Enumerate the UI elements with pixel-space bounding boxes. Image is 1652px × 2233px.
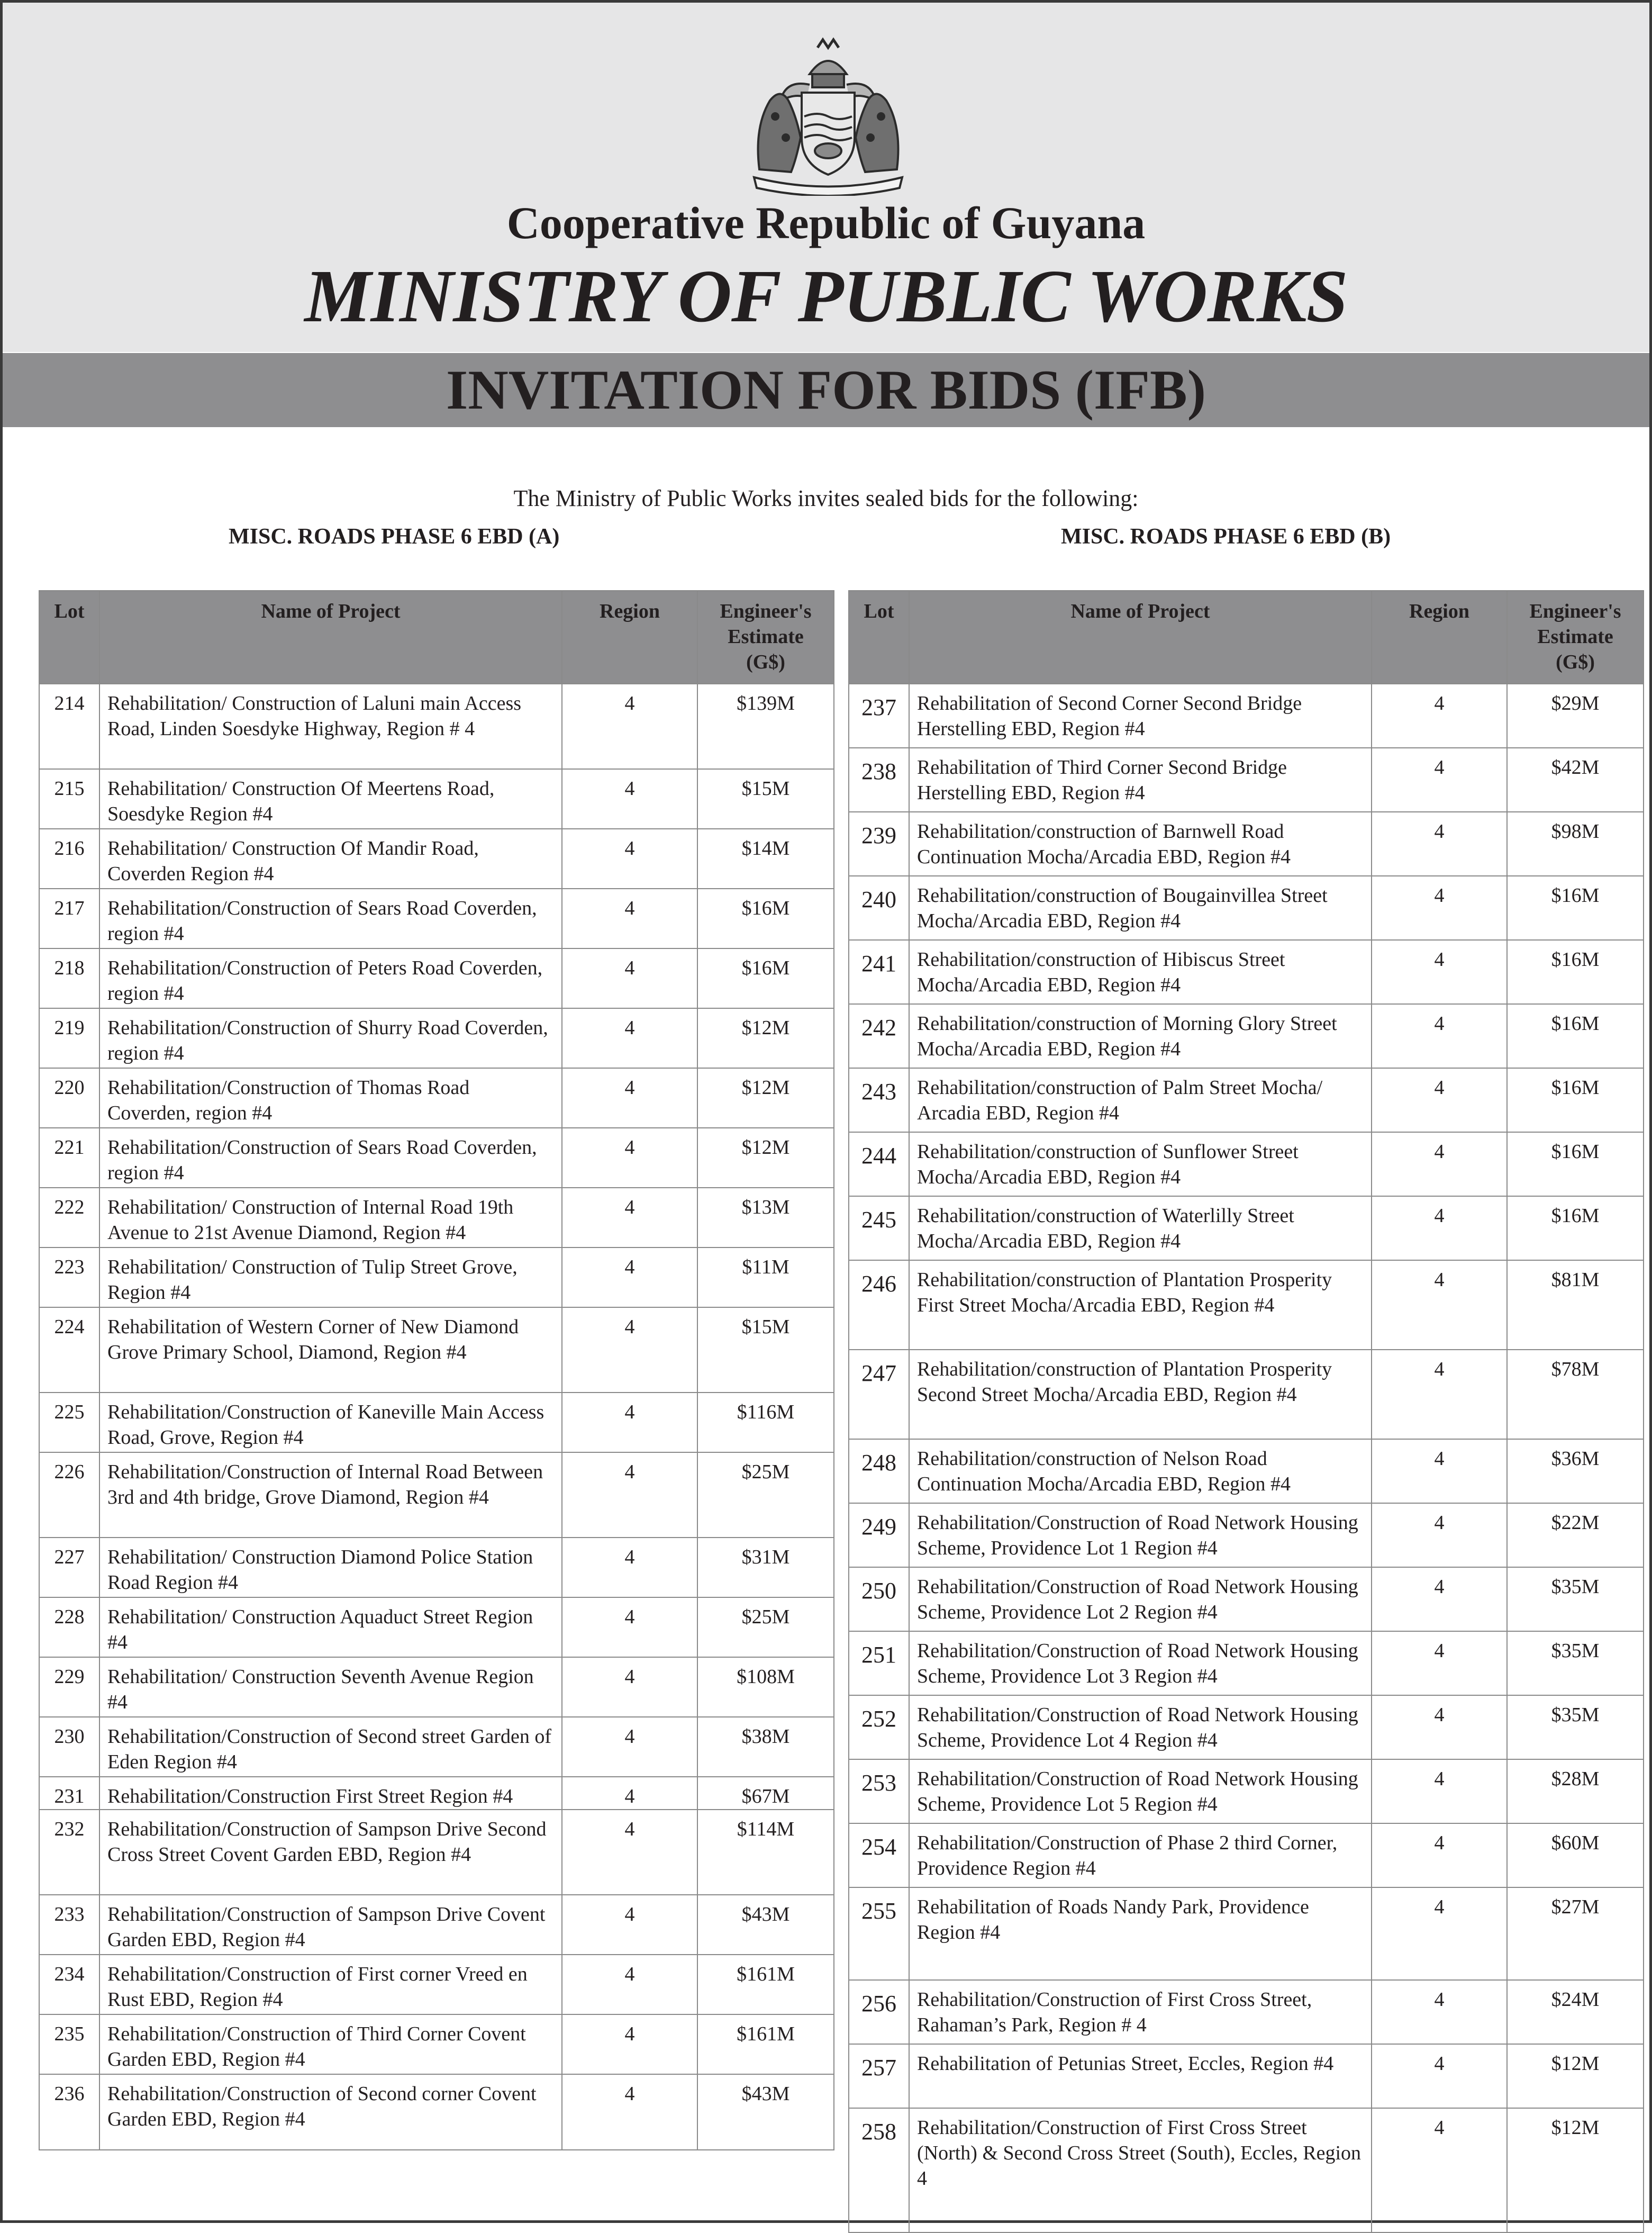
- table-row: [849, 1695, 1644, 1759]
- estimate-cell: $16M: [1507, 940, 1644, 1004]
- estimate-cell: $22M: [1507, 1503, 1644, 1567]
- project-name-cell: Rehabilitation/Construction of Road Network Housing Scheme, Providence Lot 2 Region #4: [909, 1567, 1372, 1631]
- table-row: [849, 812, 1644, 876]
- table-row: [39, 829, 834, 889]
- estimate-cell: $42M: [1507, 748, 1644, 812]
- table-row: [39, 889, 834, 948]
- estimate-cell: $25M: [697, 1597, 834, 1657]
- region-cell: 4: [1372, 684, 1507, 748]
- table-row: [849, 1004, 1644, 1068]
- estimate-cell: $16M: [1507, 1004, 1644, 1068]
- table-row: [39, 1247, 834, 1307]
- region-cell: 4: [562, 948, 697, 1008]
- table-row: [849, 748, 1644, 812]
- table-row: [39, 1955, 834, 2014]
- region-cell: 4: [1372, 1631, 1507, 1695]
- lot-cell: 253: [849, 1759, 909, 1823]
- lot-cell: 233: [39, 1895, 99, 1955]
- table-row: [39, 1307, 834, 1393]
- lot-cell: 238: [849, 748, 909, 812]
- estimate-cell: $27M: [1507, 1887, 1644, 1980]
- project-name-cell: Rehabilitation/Construction of First corner Vreed en Rust EBD, Region #4: [99, 1955, 562, 2014]
- estimate-cell: $13M: [697, 1188, 834, 1247]
- region-cell: 4: [562, 1307, 697, 1393]
- table-row: [849, 1631, 1644, 1695]
- estimate-cell: $25M: [697, 1452, 834, 1538]
- col-region: Region: [1372, 591, 1507, 684]
- region-cell: 4: [1372, 1887, 1507, 1980]
- country-name: Cooperative Republic of Guyana: [506, 197, 1146, 248]
- region-cell: 4: [562, 1895, 697, 1955]
- region-cell: 4: [1372, 1196, 1507, 1260]
- estimate-cell: $12M: [1507, 2108, 1644, 2232]
- estimate-cell: $116M: [697, 1393, 834, 1452]
- estimate-cell: $67M: [697, 1777, 834, 1810]
- region-cell: 4: [1372, 1132, 1507, 1196]
- table-row: [39, 1128, 834, 1188]
- table-row: [849, 1260, 1644, 1350]
- project-name-cell: Rehabilitation/Construction of Road Network Housing Scheme, Providence Lot 1 Region #4: [909, 1503, 1372, 1567]
- region-cell: 4: [1372, 1004, 1507, 1068]
- region-cell: 4: [1372, 1823, 1507, 1887]
- project-name-cell: Rehabilitation/Construction of Shurry Road Coverden, region #4: [99, 1008, 562, 1068]
- project-name-cell: Rehabilitation/Construction of Thomas Road Coverden, region #4: [99, 1068, 562, 1128]
- estimate-cell: $78M: [1507, 1350, 1644, 1439]
- col-region: Region: [562, 591, 697, 684]
- table-row: [849, 1439, 1644, 1503]
- table-row: [39, 684, 834, 769]
- estimate-cell: $16M: [1507, 1196, 1644, 1260]
- region-cell: 4: [1372, 940, 1507, 1004]
- table-header-row: [39, 591, 834, 684]
- table-row: [849, 1132, 1644, 1196]
- region-cell: 4: [562, 1452, 697, 1538]
- project-name-cell: Rehabilitation/construction of Morning Glory Street Mocha/Arcadia EBD, Region #4: [909, 1004, 1372, 1068]
- table-row: [849, 1350, 1644, 1439]
- region-cell: 4: [562, 1128, 697, 1188]
- estimate-cell: $12M: [697, 1128, 834, 1188]
- project-name-cell: Rehabilitation/construction of Palm Street Mocha/ Arcadia EBD, Region #4: [909, 1068, 1372, 1132]
- lot-cell: 239: [849, 812, 909, 876]
- table-row: [849, 876, 1644, 940]
- estimate-cell: $12M: [697, 1068, 834, 1128]
- estimate-cell: $29M: [1507, 684, 1644, 748]
- table-row: [849, 2044, 1644, 2108]
- estimate-cell: $16M: [1507, 1132, 1644, 1196]
- table-row: [849, 940, 1644, 1004]
- project-name-cell: Rehabilitation of Second Corner Second Bridge Herstelling EBD, Region #4: [909, 684, 1372, 748]
- project-name-cell: Rehabilitation/Construction of Phase 2 third Corner, Providence Region #4: [909, 1823, 1372, 1887]
- table-row: [849, 1823, 1644, 1887]
- estimate-cell: $35M: [1507, 1567, 1644, 1631]
- col-name: Name of Project: [909, 591, 1372, 684]
- lot-cell: 222: [39, 1188, 99, 1247]
- project-name-cell: Rehabilitation/Construction of Road Network Housing Scheme, Providence Lot 3 Region #4: [909, 1631, 1372, 1695]
- region-cell: 4: [1372, 1068, 1507, 1132]
- lot-cell: 256: [849, 1980, 909, 2044]
- region-cell: 4: [562, 769, 697, 829]
- lot-cell: 244: [849, 1132, 909, 1196]
- lot-cell: 258: [849, 2108, 909, 2232]
- lot-cell: 218: [39, 948, 99, 1008]
- table-row: [849, 1759, 1644, 1823]
- section-a-title: MISC. ROADS PHASE 6 EBD (A): [229, 525, 560, 549]
- project-name-cell: Rehabilitation/Construction of First Cross Street, Rahaman’s Park, Region # 4: [909, 1980, 1372, 2044]
- lot-cell: 221: [39, 1128, 99, 1188]
- region-cell: 4: [1372, 1695, 1507, 1759]
- project-name-cell: Rehabilitation/ Construction Of Mandir Road, Coverden Region #4: [99, 829, 562, 889]
- ministry-name: MINISTRY OF PUBLIC WORKS: [304, 254, 1348, 338]
- region-cell: 4: [562, 1068, 697, 1128]
- project-name-cell: Rehabilitation/Construction of Road Network Housing Scheme, Providence Lot 5 Region #4: [909, 1759, 1372, 1823]
- project-name-cell: Rehabilitation of Western Corner of New Diamond Grove Primary School, Diamond, Region #4: [99, 1307, 562, 1393]
- region-cell: 4: [1372, 1350, 1507, 1439]
- project-name-cell: Rehabilitation/ Construction of Laluni main Access Road, Linden Soesdyke Highway, Region # 4: [99, 684, 562, 769]
- table-row: [39, 1452, 834, 1538]
- table-row: [39, 948, 834, 1008]
- project-name-cell: Rehabilitation/construction of Bougainvillea Street Mocha/Arcadia EBD, Region #4: [909, 876, 1372, 940]
- table-row: [39, 1538, 834, 1597]
- lot-cell: 232: [39, 1810, 99, 1895]
- estimate-cell: $16M: [1507, 876, 1644, 940]
- region-cell: 4: [562, 2014, 697, 2074]
- lot-cell: 225: [39, 1393, 99, 1452]
- lot-cell: 234: [39, 1955, 99, 2014]
- table-row: [39, 1597, 834, 1657]
- estimate-cell: $12M: [1507, 2044, 1644, 2108]
- estimate-cell: $16M: [697, 948, 834, 1008]
- table-row: [849, 2108, 1644, 2232]
- region-cell: 4: [1372, 1260, 1507, 1350]
- estimate-cell: $16M: [697, 889, 834, 948]
- table-row: [39, 1895, 834, 1955]
- project-name-cell: Rehabilitation/Construction of Second corner Covent Garden EBD, Region #4: [99, 2074, 562, 2150]
- region-cell: 4: [562, 1393, 697, 1452]
- estimate-cell: $60M: [1507, 1823, 1644, 1887]
- estimate-cell: $14M: [697, 829, 834, 889]
- project-name-cell: Rehabilitation/Construction of Sears Road Coverden, region #4: [99, 889, 562, 948]
- project-name-cell: Rehabilitation/Construction of Third Corner Covent Garden EBD, Region #4: [99, 2014, 562, 2074]
- lot-cell: 250: [849, 1567, 909, 1631]
- region-cell: 4: [1372, 2108, 1507, 2232]
- bids-table-a: [39, 590, 834, 2150]
- project-name-cell: Rehabilitation/Construction First Street Region #4: [99, 1777, 562, 1810]
- estimate-cell: $114M: [697, 1810, 834, 1895]
- lot-cell: 251: [849, 1631, 909, 1695]
- lot-cell: 243: [849, 1068, 909, 1132]
- lot-cell: 216: [39, 829, 99, 889]
- project-name-cell: Rehabilitation/Construction of Sears Road Coverden, region #4: [99, 1128, 562, 1188]
- ifb-banner: [3, 353, 1649, 427]
- estimate-cell: $31M: [697, 1538, 834, 1597]
- col-lot: Lot: [849, 591, 909, 684]
- project-name-cell: Rehabilitation/ Construction Seventh Avenue Region #4: [99, 1657, 562, 1717]
- lot-cell: 257: [849, 2044, 909, 2108]
- region-cell: 4: [562, 1717, 697, 1777]
- region-cell: 4: [562, 1247, 697, 1307]
- region-cell: 4: [1372, 748, 1507, 812]
- project-name-cell: Rehabilitation/Construction of First Cross Street (North) & Second Cross Street (South), Eccles, Region 4: [909, 2108, 1372, 2232]
- project-name-cell: Rehabilitation/construction of Sunflower Street Mocha/Arcadia EBD, Region #4: [909, 1132, 1372, 1196]
- region-cell: 4: [562, 1008, 697, 1068]
- table-row: [849, 1887, 1644, 1980]
- table-row: [39, 1008, 834, 1068]
- lot-cell: 219: [39, 1008, 99, 1068]
- region-cell: 4: [562, 1955, 697, 2014]
- estimate-cell: $35M: [1507, 1695, 1644, 1759]
- lot-cell: 245: [849, 1196, 909, 1260]
- region-cell: 4: [562, 684, 697, 769]
- table-row: [39, 1777, 834, 1810]
- estimate-cell: $81M: [1507, 1260, 1644, 1350]
- table-row: [849, 684, 1644, 748]
- intro-text: The Ministry of Public Works invites sealed bids for the following:: [513, 485, 1139, 511]
- table-row: [849, 1980, 1644, 2044]
- region-cell: 4: [1372, 1567, 1507, 1631]
- lot-cell: 252: [849, 1695, 909, 1759]
- estimate-cell: $12M: [697, 1008, 834, 1068]
- project-name-cell: Rehabilitation/Construction of Internal Road Between 3rd and 4th bridge, Grove Diamond, Region #4: [99, 1452, 562, 1538]
- lot-cell: 254: [849, 1823, 909, 1887]
- estimate-cell: $15M: [697, 1307, 834, 1393]
- project-name-cell: Rehabilitation/ Construction Of Meertens Road, Soesdyke Region #4: [99, 769, 562, 829]
- region-cell: 4: [562, 2074, 697, 2150]
- project-name-cell: Rehabilitation/construction of Hibiscus Street Mocha/Arcadia EBD, Region #4: [909, 940, 1372, 1004]
- lot-cell: 241: [849, 940, 909, 1004]
- region-cell: 4: [562, 1657, 697, 1717]
- estimate-cell: $98M: [1507, 812, 1644, 876]
- bids-table-b: [848, 590, 1644, 2233]
- lot-cell: 237: [849, 684, 909, 748]
- region-cell: 4: [1372, 1503, 1507, 1567]
- col-name: Name of Project: [99, 591, 562, 684]
- table-row: [849, 1567, 1644, 1631]
- region-cell: 4: [1372, 876, 1507, 940]
- lot-cell: 228: [39, 1597, 99, 1657]
- project-name-cell: Rehabilitation/construction of Barnwell Road Continuation Mocha/Arcadia EBD, Region #4: [909, 812, 1372, 876]
- lot-cell: 248: [849, 1439, 909, 1503]
- lot-cell: 220: [39, 1068, 99, 1128]
- project-name-cell: Rehabilitation/construction of Waterlilly Street Mocha/Arcadia EBD, Region #4: [909, 1196, 1372, 1260]
- table-row: [39, 769, 834, 829]
- lot-cell: 229: [39, 1657, 99, 1717]
- lot-cell: 236: [39, 2074, 99, 2150]
- table-row: [39, 1188, 834, 1247]
- table-row: [39, 2074, 834, 2150]
- project-name-cell: Rehabilitation/Construction of Sampson Drive Covent Garden EBD, Region #4: [99, 1895, 562, 1955]
- col-lot: Lot: [39, 591, 99, 684]
- lot-cell: 249: [849, 1503, 909, 1567]
- table-row: [849, 1068, 1644, 1132]
- table-row: [849, 1503, 1644, 1567]
- project-name-cell: Rehabilitation/Construction of Kaneville Main Access Road, Grove, Region #4: [99, 1393, 562, 1452]
- col-estimate: Engineer's Estimate (G$): [1507, 591, 1644, 684]
- estimate-cell: $161M: [697, 2014, 834, 2074]
- lot-cell: 217: [39, 889, 99, 948]
- lot-cell: 223: [39, 1247, 99, 1307]
- lot-cell: 215: [39, 769, 99, 829]
- estimate-cell: $11M: [697, 1247, 834, 1307]
- lot-cell: 226: [39, 1452, 99, 1538]
- project-name-cell: Rehabilitation/ Construction of Tulip Street Grove, Region #4: [99, 1247, 562, 1307]
- lot-cell: 227: [39, 1538, 99, 1597]
- estimate-cell: $36M: [1507, 1439, 1644, 1503]
- project-name-cell: Rehabilitation/ Construction of Internal Road 19th Avenue to 21st Avenue Diamond, Region #4: [99, 1188, 562, 1247]
- estimate-cell: $38M: [697, 1717, 834, 1777]
- lot-cell: 230: [39, 1717, 99, 1777]
- estimate-cell: $28M: [1507, 1759, 1644, 1823]
- lot-cell: 224: [39, 1307, 99, 1393]
- table-row: [39, 1657, 834, 1717]
- col-estimate: Engineer's Estimate (G$): [697, 591, 834, 684]
- estimate-cell: $161M: [697, 1955, 834, 2014]
- table-header-row: [849, 591, 1644, 684]
- lot-cell: 242: [849, 1004, 909, 1068]
- region-cell: 4: [1372, 2044, 1507, 2108]
- lot-cell: 231: [39, 1777, 99, 1810]
- project-name-cell: Rehabilitation of Third Corner Second Bridge Herstelling EBD, Region #4: [909, 748, 1372, 812]
- table-row: [39, 1810, 834, 1895]
- estimate-cell: $139M: [697, 684, 834, 769]
- region-cell: 4: [1372, 1980, 1507, 2044]
- region-cell: 4: [1372, 1759, 1507, 1823]
- project-name-cell: Rehabilitation/ Construction Diamond Police Station Road Region #4: [99, 1538, 562, 1597]
- region-cell: 4: [562, 889, 697, 948]
- project-name-cell: Rehabilitation/construction of Plantation Prosperity Second Street Mocha/Arcadia EBD, Region #4: [909, 1350, 1372, 1439]
- table-row: [39, 1393, 834, 1452]
- estimate-cell: $43M: [697, 2074, 834, 2150]
- region-cell: 4: [562, 1777, 697, 1810]
- estimate-cell: $43M: [697, 1895, 834, 1955]
- estimate-cell: $15M: [697, 769, 834, 829]
- region-cell: 4: [562, 1538, 697, 1597]
- project-name-cell: Rehabilitation/Construction of Road Network Housing Scheme, Providence Lot 4 Region #4: [909, 1695, 1372, 1759]
- lot-cell: 214: [39, 684, 99, 769]
- section-b-title: MISC. ROADS PHASE 6 EBD (B): [1061, 525, 1391, 549]
- region-cell: 4: [562, 829, 697, 889]
- lot-cell: 247: [849, 1350, 909, 1439]
- coat-of-arms-icon: [738, 37, 918, 196]
- table-row: [849, 1196, 1644, 1260]
- project-name-cell: Rehabilitation/construction of Plantation Prosperity First Street Mocha/Arcadia EBD, Region #4: [909, 1260, 1372, 1350]
- project-name-cell: Rehabilitation of Roads Nandy Park, Providence Region #4: [909, 1887, 1372, 1980]
- table-row: [39, 1717, 834, 1777]
- estimate-cell: $16M: [1507, 1068, 1644, 1132]
- region-cell: 4: [1372, 1439, 1507, 1503]
- region-cell: 4: [562, 1188, 697, 1247]
- project-name-cell: Rehabilitation/Construction of Second street Garden of Eden Region #4: [99, 1717, 562, 1777]
- project-name-cell: Rehabilitation/ Construction Aquaduct Street Region #4: [99, 1597, 562, 1657]
- lot-cell: 246: [849, 1260, 909, 1350]
- lot-cell: 255: [849, 1887, 909, 1980]
- project-name-cell: Rehabilitation of Petunias Street, Eccles, Region #4: [909, 2044, 1372, 2108]
- project-name-cell: Rehabilitation/Construction of Peters Road Coverden, region #4: [99, 948, 562, 1008]
- region-cell: 4: [1372, 812, 1507, 876]
- estimate-cell: $35M: [1507, 1631, 1644, 1695]
- table-row: [39, 2014, 834, 2074]
- region-cell: 4: [562, 1597, 697, 1657]
- estimate-cell: $108M: [697, 1657, 834, 1717]
- project-name-cell: Rehabilitation/construction of Nelson Road Continuation Mocha/Arcadia EBD, Region #4: [909, 1439, 1372, 1503]
- ifb-title: INVITATION FOR BIDS (IFB): [446, 359, 1206, 421]
- table-row: [39, 1068, 834, 1128]
- estimate-cell: $24M: [1507, 1980, 1644, 2044]
- lot-cell: 235: [39, 2014, 99, 2074]
- region-cell: 4: [562, 1810, 697, 1895]
- lot-cell: 240: [849, 876, 909, 940]
- project-name-cell: Rehabilitation/Construction of Sampson Drive Second Cross Street Covent Garden EBD, Region #4: [99, 1810, 562, 1895]
